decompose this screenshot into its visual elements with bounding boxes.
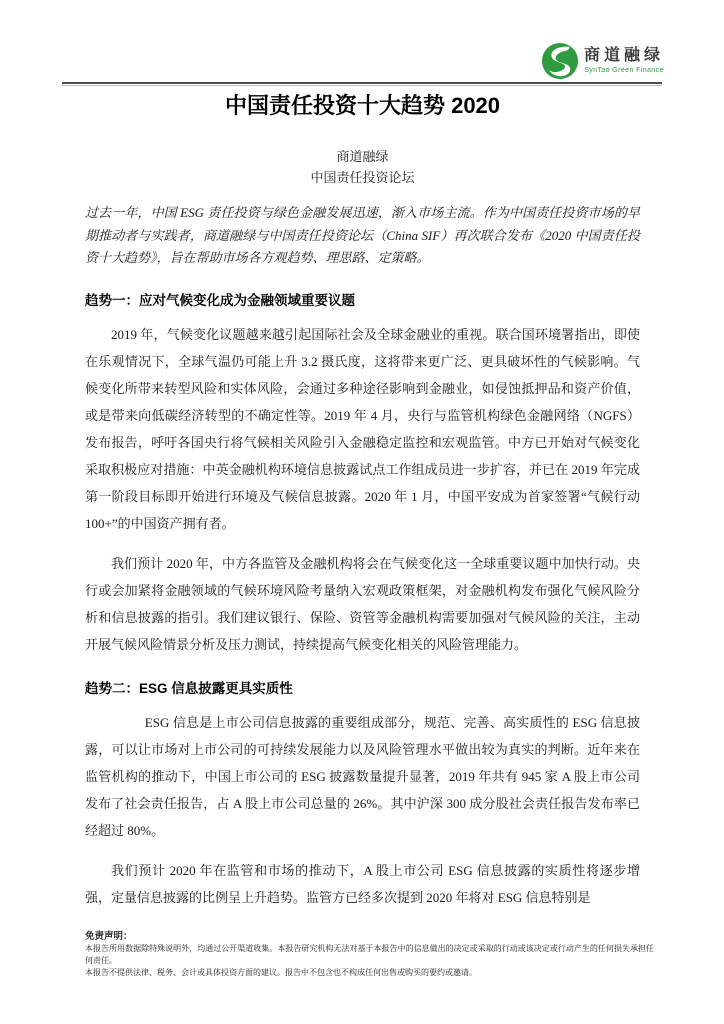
disclaimer-line-1: 本报告所用数据除特殊说明外，均通过公开渠道收集。本报告研究机构无法对基于本报告中的信息做出的决定或采取的行动或该决定或行动产生的任何损失承担任何责任。 xyxy=(85,944,654,965)
section-heading-trend-2: 趋势二：ESG 信息披露更具实质性 xyxy=(85,680,293,696)
logo-english-name: SynTao Green Finance xyxy=(584,67,664,74)
document-title: 中国责任投资十大趋势 2020 xyxy=(224,93,501,118)
section-heading-trend-1: 趋势一：应对气候变化成为金融领域重要议题 xyxy=(85,292,355,308)
header-divider xyxy=(62,82,662,86)
author-line-1: 商道融绿 xyxy=(336,149,389,164)
disclaimer-line-2: 本报告不提供法律、税务、会计或具体投资方面的建议。报告中不包含也不构成任何出售或购买的要约或邀请。 xyxy=(85,968,477,977)
disclaimer-footer xyxy=(85,931,654,979)
disclaimer-title: 免责声明： xyxy=(85,931,133,942)
intro-paragraph: 过去一年，中国 ESG 责任投资与绿色金融发展迅速，渐入市场主流。作为中国责任投资市场的早期推动者与实践者，商道融绿与中国责任投资论坛（China SIF）再次联合发布《2020 中国责任投资十大趋势》，旨在帮助市场各方观趋势、理思路、定策略。 xyxy=(85,205,640,265)
paragraph: 我们预计 2020 年在监管和市场的推动下，A 股上市公司 ESG 信息披露的实质性将逐步增强，定量信息披露的比例呈上升趋势。监管方已经多次提到 2020 年将对 ESG 信息特别是 xyxy=(85,862,640,905)
company-logo xyxy=(541,42,664,80)
paragraph: 我们预计 2020 年，中方各监管及金融机构将会在气候变化这一全球重要议题中加快行动。央行或会加紧将金融领域的气候环境风险考量纳入宏观政策框架，对金融机构发布强化气候风险分析和信息披露的指引。我们建议银行、保险、资管等金融机构需要加强对气候风险的关注，主动开展气候风险情景分析及压力测试，持续提高气候变化相关的风险管理能力。 xyxy=(85,555,640,652)
paragraph: ESG 信息是上市公司信息披露的重要组成部分，规范、完善、高实质性的 ESG 信息披露，可以让市场对上市公司的可持续发展能力以及风险管理水平做出较为真实的判断。近年来在监管机构的推动下，中国上市公司的 ESG 披露数量提升显著，2019 年共有 945 家 A 股上市公司发布了社会责任报告，占 A 股上市公司总量的 26%。其中沪深 300 成分股社会责任报告发布率已经超过 80%。 xyxy=(85,714,640,838)
document-body xyxy=(85,92,640,924)
logo-chinese-name: 商道融绿 xyxy=(583,47,664,64)
paragraph: 2019 年，气候变化议题越来越引起国际社会及全球金融业的重视。联合国环境署指出，即使在乐观情况下，全球气温仍可能上升 3.2 摄氏度，这将带来更广泛、更具破坏性的气候影响。气候变化所带来转型风险和实体风险，会通过多种途径影响到金融业，如侵蚀抵押品和资产价值，或是带来向低碳经济转型的不确定性等。2019 年 4 月，央行与监管机构绿色金融网络（NGFS）发布报告，呼吁各国央行将气候相关风险引入金融稳定监控和宏观监管。中方已开始对气候变化采取积极应对措施：中英金融机构环境信息披露试点工作组成员进一步扩容，并已在 2019 年完成第一阶段目标即开始进行环境及气候信息披露。2020 年 1 月，中国平安成为首家签署“气候行动 100+”的中国资产拥有者。 xyxy=(85,326,640,531)
author-line-2: 中国责任投资论坛 xyxy=(310,170,415,185)
syntao-leaf-s-icon xyxy=(541,42,579,80)
document-authors xyxy=(85,146,640,188)
